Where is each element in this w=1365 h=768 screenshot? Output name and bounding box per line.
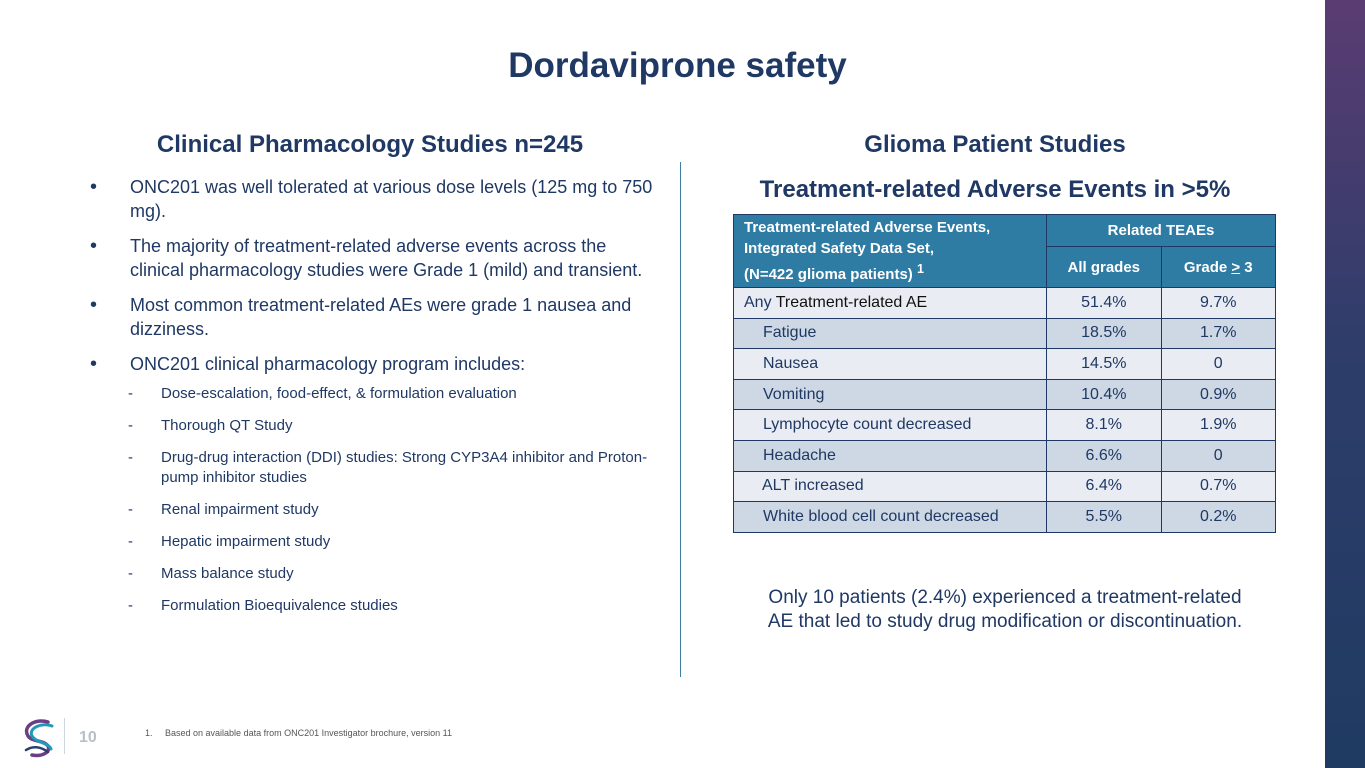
logo-separator [64,718,65,754]
sub-item-text: Drug-drug interaction (DDI) studies: Strong CYP3A4 inhibitor and Proton-pump inhibitor studies [161,449,648,486]
bullet-list [88,175,663,628]
table-cell-all: 51.4% [1047,288,1161,319]
left-heading: Clinical Pharmacology Studies n=245 [156,131,584,158]
table-row-any [734,288,1276,319]
swirl-logo-icon [18,716,56,758]
column-divider [680,162,681,677]
sub-item [88,564,663,584]
table-row [734,410,1276,441]
table-cell-label: White blood cell count decreased [734,502,1047,533]
table-header-related-teaes: Related TEAEs [1047,215,1276,247]
footnote: 1. Based on available data from ONC201 Investigator brochure, version 11 [145,728,453,738]
table-cell-all: 14.5% [1047,349,1161,380]
sub-item [88,448,663,488]
sub-item [88,596,663,616]
right-heading: Glioma Patient Studies [864,131,1126,158]
bullet-dot-icon: • [90,176,98,198]
table-cell-label: Lymphocyte count decreased [734,410,1047,441]
table-header-grade-3 [1161,247,1276,288]
table-cell-all: 6.6% [1047,440,1161,471]
greater-equal-symbol: > [1231,258,1241,276]
dash-icon: - [128,385,133,402]
bullet-text: The majority of treatment-related adverse events across the clinical pharmacology studies were Grade 1 (mild) and transient. [130,236,643,280]
table-cell-grade3: 0 [1161,349,1276,380]
dash-icon: - [128,417,133,434]
sub-item-text: Formulation Bioequivalence studies [161,597,398,614]
any-prefix: Any [744,293,776,311]
sub-list [88,384,663,616]
page-title: Dordaviprone safety [508,46,847,85]
table-row [734,349,1276,380]
table-cell-grade3: 0 [1161,440,1276,471]
table-cell-all: 18.5% [1047,318,1161,349]
header-line: Treatment-related Adverse Events, [744,219,991,236]
table-cell-grade3: 0.7% [1161,471,1276,502]
page-number: 10 [79,729,97,746]
table-cell-all: 8.1% [1047,410,1161,441]
sub-item [88,384,663,404]
table-header-all-grades: All grades [1047,247,1161,288]
table-cell-label: Vomiting [734,379,1047,410]
dash-icon: - [128,533,133,550]
sub-item-text: Hepatic impairment study [161,533,331,550]
dash-icon: - [128,449,133,466]
bullet-text: Most common treatment-related AEs were grade 1 nausea and dizziness. [130,295,632,339]
dash-icon: - [128,565,133,582]
any-label: Treatment-related AE [775,293,928,311]
sub-item-text: Renal impairment study [161,501,319,518]
summary-note [745,586,1265,634]
header-line: (N=422 glioma patients) [744,266,913,283]
bullet-text: ONC201 was well tolerated at various dose levels (125 mg to 750 mg). [130,177,653,221]
adverse-events-table [733,214,1276,533]
side-accent-bar [1325,0,1365,768]
header-line: Integrated Safety Data Set, [744,240,935,257]
table-cell-label [734,288,1047,319]
table-cell-all: 6.4% [1047,471,1161,502]
sub-item-text: Dose-escalation, food-effect, & formulation evaluation [161,385,517,402]
bullet-dot-icon: • [90,294,98,316]
bullet-item [88,352,663,376]
table-cell-all: 10.4% [1047,379,1161,410]
table-cell-grade3: 1.9% [1161,410,1276,441]
sub-item [88,416,663,436]
table-header-events [734,215,1047,288]
table-cell-grade3: 1.7% [1161,318,1276,349]
sub-item-text: Mass balance study [161,565,294,582]
bullet-item [88,234,663,282]
table-row [734,471,1276,502]
bullet-dot-icon: • [90,353,98,375]
table-row [734,440,1276,471]
sub-item [88,500,663,520]
table-row [734,318,1276,349]
table-cell-label: Fatigue [734,318,1047,349]
bullet-item [88,175,663,223]
summary-note-line: Only 10 patients (2.4%) experienced a treatment-related [768,587,1242,608]
bullet-text: ONC201 clinical pharmacology program includes: [130,354,526,374]
footnote-ref: 1 [916,262,924,276]
table-cell-label: Nausea [734,349,1047,380]
table-cell-grade3: 0.9% [1161,379,1276,410]
bullet-item [88,293,663,341]
dash-icon: - [128,501,133,518]
table-row [734,502,1276,533]
table-cell-grade3: 9.7% [1161,288,1276,319]
table-cell-label: ALT increased [734,471,1047,502]
sub-item [88,532,663,552]
summary-note-line: AE that led to study drug modification or discontinuation. [767,611,1243,632]
table-header-row [734,215,1276,247]
table-cell-label: Headache [734,440,1047,471]
table-cell-all: 5.5% [1047,502,1161,533]
table-row [734,379,1276,410]
dash-icon: - [128,597,133,614]
grade-prefix: Grade [1183,258,1232,276]
sub-item-text: Thorough QT Study [161,417,293,434]
bullet-dot-icon: • [90,235,98,257]
right-subheading: Treatment-related Adverse Events in >5% [759,176,1231,203]
grade-suffix: 3 [1240,258,1253,276]
table-cell-grade3: 0.2% [1161,502,1276,533]
